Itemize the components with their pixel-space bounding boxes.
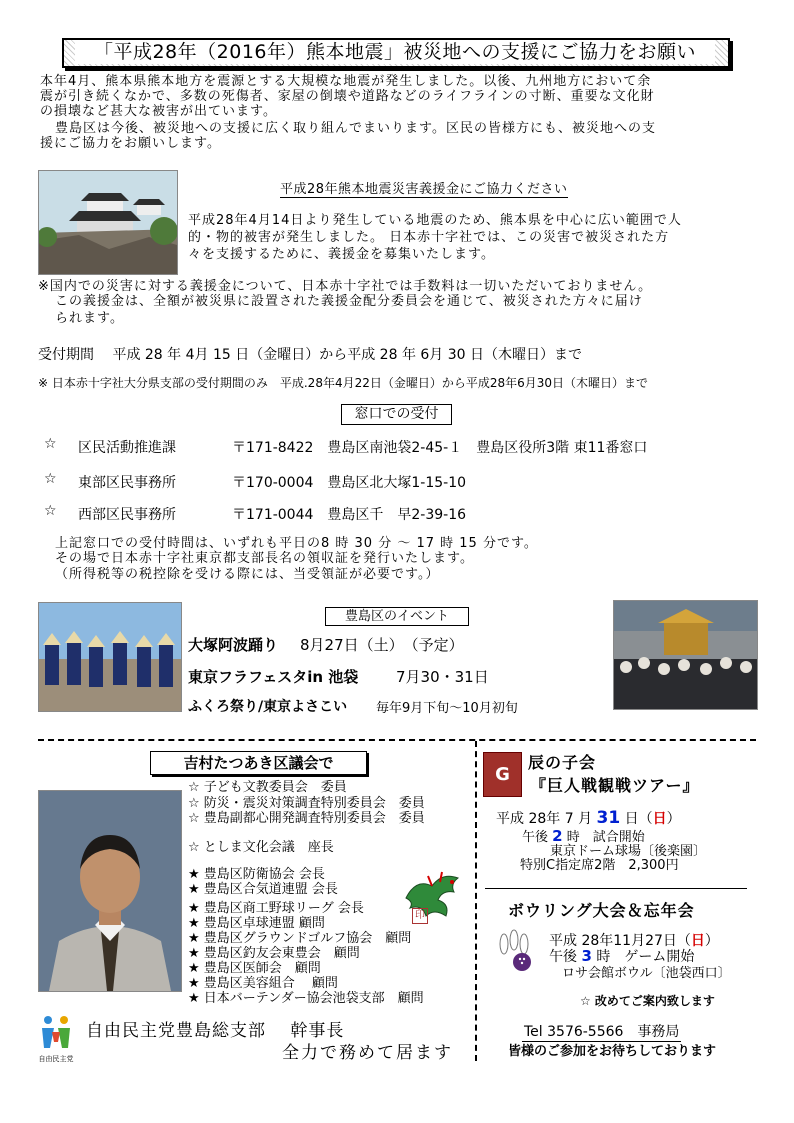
councillor-portrait [38,790,182,992]
mikoshi-festival-photo [613,600,758,710]
awa-odori-photo [38,602,182,712]
bowling-date-prefix: 平成 28年11月27日（ [549,933,691,949]
other-role: ★ 豊島区グラウンドゴルフ協会 顧問 [188,931,412,946]
council-role: ☆ 防災・震災対策調査特別委員会 委員 [188,796,425,811]
donation-body-line: 的・物的被害が発生しました。 日本赤十字社では、この災害で被災された方 [188,230,670,245]
other-role: ★ 豊島区美容組合 顧問 [188,976,338,991]
council-role: ☆ 子ども文教委員会 委員 [188,780,347,795]
other-role: ★ 日本バーテンダー協会池袋支部 顧問 [188,991,424,1006]
page-title: 「平成28年（2016年）熊本地震」被災地への支援にご協力をお願い [75,40,715,64]
acceptance-period: 受付期間 平成 28 年 4月 15 日（金曜日）から平成 28 年 6月 30 日（木曜日）まで [38,347,583,363]
tour-date-close: ） [666,811,681,827]
other-role: ★ 豊島区医師会 顧問 [188,961,321,976]
donation-heading: 平成28年熊本地震災害義援金にご協力ください [280,182,568,197]
bowling-time-suffix: 時 ゲーム開始 [596,949,695,965]
closing-message: 皆様のご参加をお待ちしております [508,1044,717,1059]
affiliation: 自由民主党豊島総支部 幹事長 [86,1021,345,1041]
club-name: 辰の子会 [528,753,597,772]
events-heading: 豊島区のイベント [325,607,469,626]
tour-date [496,808,681,828]
star-icon: ☆ [44,503,57,519]
event-name: ふくろ祭り/東京よさこい [188,699,348,715]
council-chair: ☆ としま文化会議 座長 [188,840,334,855]
donation-note-line: ※国内での災害に対する義援金について、日本赤十字社では手数料は一切いただいておりません。 [38,279,653,294]
tour-date-day: 31 [596,808,621,828]
star-icon: ☆ [44,436,57,452]
council-role: ☆ 豊島副都心開発調査特別委員会 委員 [188,811,425,826]
donation-note-line: られます。 [55,311,124,326]
counter-note-line: 上記窓口での受付時間は、いずれも平日の8 時 30 分 〜 17 時 15 分です。 [55,536,538,551]
intro-line: 援にご協力をお願いします。 [40,136,221,151]
column-divider [475,741,477,1061]
event-date: 8月27日（土） （予定） [300,636,464,654]
counter-address: 〒171-0044 豊島区千 早2-39-16 [232,507,467,523]
other-role: ★ 豊島区合気道連盟 会長 [188,882,338,897]
bowling-pins-icon [496,928,536,974]
other-role: ★ 豊島区卓球連盟 顧問 [188,916,325,931]
tour-time-hour: 2 [552,827,563,845]
bowling-title: ボウリング大会＆忘年会 [508,901,695,920]
seal-stamp-icon: 印 [412,908,428,924]
event-name: 大塚阿波踊り [188,636,279,654]
counter-address: 〒171-8422 豊島区南池袋2-45-１ 豊島区役所3階 東11番窓口 [232,440,648,456]
counter-heading: 窓口での受付 [341,404,452,425]
bowling-date-weekday: 日 [690,933,705,949]
event-date: 毎年9月下旬〜10月初旬 [376,701,518,716]
tour-time-prefix: 午後 [522,830,549,845]
ldp-logo [38,1012,74,1062]
event-name: 東京フラフェスタin 池袋 [188,668,359,686]
counter-name: 東部区民事務所 [78,475,176,491]
contact-tel: Tel 3576-5566 事務局 [522,1021,681,1042]
tour-title: 『巨人戦観戦ツアー』 [530,776,700,795]
counter-name: 西部区民事務所 [78,507,176,523]
star-icon: ☆ [44,471,57,487]
giants-logo: G [483,752,522,797]
oita-period-note: ※ 日本赤十字社大分県支部の受付期間のみ 平成.28年4月22日（金曜日）から平成28年6月30日（木曜日）まで [38,376,649,390]
tour-date-weekday: 日 [652,811,667,827]
bowling-note: ☆ 改めてご案内致します [580,994,715,1008]
bowling-time-prefix: 午後 [549,949,577,965]
donation-note-line: この義援金は、全額が被災県に設置された義援金配分委員会を通じて、被災された方々に届け [55,294,643,309]
bowling-venue: ロサ会館ボウル〔池袋西口〕 [562,966,731,981]
section-rule [485,888,747,889]
donation-body-line: 々を支援するために、義援金を募集いたします。 [188,247,495,262]
tour-seat: 特別C指定席2階 2,300円 [520,858,679,873]
intro-line: 本年4月、熊本県熊本地方を震源とする大規模な地震が発生しました。以後、九州地方において余 [40,74,652,89]
intro-line: の損壊など甚大な被害が出ています。 [40,104,277,119]
counter-note-line: その場で日本赤十字社東京都支部長名の領収証を発行いたします。 [55,551,474,566]
tour-venue: 東京ドーム球場〔後楽園〕 [550,844,707,859]
other-role: ★ 豊島区防衛協会 会長 [188,867,325,882]
intro-line: 豊島区は今後、被災地への支援に広く取り組んでまいります。区民の皆様方にも、被災地への支 [55,121,656,136]
profile-heading: 吉村たつあき区議会で [150,751,367,775]
kumamoto-castle-photo [38,170,178,275]
counter-address: 〒170-0004 豊島区北大塚1-15-10 [232,475,467,491]
ldp-logo-text: 自由民主党 [38,1055,74,1063]
intro-line: 震が引き続くなかで、多数の死傷者、家屋の倒壊や道路などのライフラインの寸断、重要な文化財 [40,89,655,104]
tour-time-suffix: 時 試合開始 [566,830,645,845]
other-role: ★ 豊島区釣友会東豊会 顧問 [188,946,360,961]
other-role: ★ 豊島区商工野球リーグ 会長 [188,901,364,916]
counter-note-line: （所得税等の税控除を受ける際には、当受領証が必要です。） [55,567,440,582]
motto: 全力で務めて居ます [282,1043,453,1063]
section-divider [38,739,756,741]
counter-name: 区民活動推進課 [78,440,176,456]
tour-date-prefix: 平成 28年 7 月 [496,811,593,827]
bowling-time-hour: 3 [581,947,592,965]
event-date: 7月30・31日 [396,668,489,686]
donation-body-line: 平成28年4月14日より発生している地震のため、熊本県を中心に広い範囲で人 [188,213,682,228]
tour-date-suffix: 日（ [624,811,653,827]
bowling-date-close: ） [704,933,719,949]
